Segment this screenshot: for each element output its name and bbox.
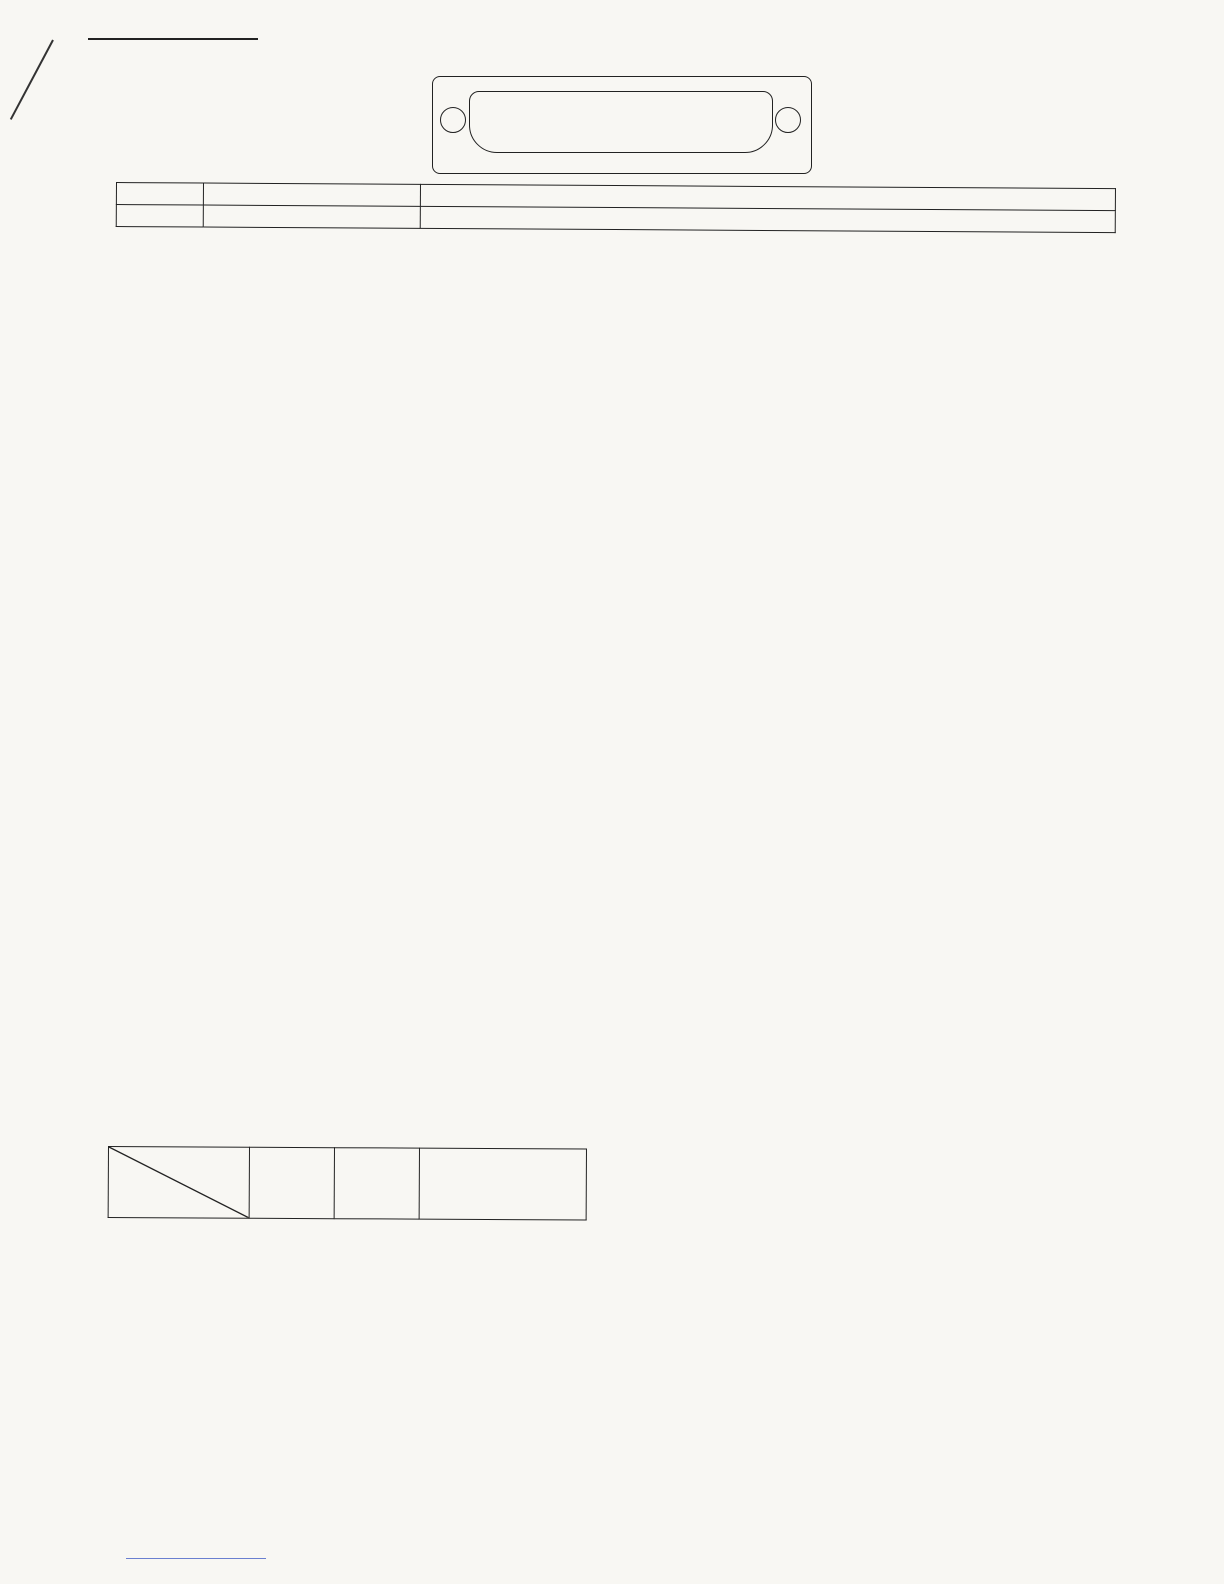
header-signal: [203, 205, 420, 228]
top-rule: [88, 38, 258, 40]
header-pin-no: [116, 183, 203, 206]
mounting-hole-right: [775, 107, 801, 133]
disclaimer-text: [104, 1338, 594, 1348]
examples-header-row: [108, 1147, 586, 1221]
header-pin-no: [116, 205, 203, 228]
table-header-row-repeat: [116, 205, 1115, 233]
mounting-hole-left: [440, 107, 466, 133]
margin-mark: [10, 40, 54, 120]
pin-assignment-table: [116, 182, 1116, 233]
bottom-rule: [126, 1558, 266, 1559]
col-pin-1: [249, 1147, 334, 1218]
corner-cell: [108, 1147, 249, 1219]
examples-table: [108, 1146, 587, 1221]
connector-diagram: [432, 76, 812, 174]
connector-shell: [469, 91, 773, 153]
header-signal: [203, 183, 420, 206]
col-pin-25: [419, 1148, 586, 1220]
diagonal-line: [109, 1147, 249, 1218]
col-pin-9: [334, 1148, 419, 1219]
header-signal-level: [420, 206, 1115, 232]
